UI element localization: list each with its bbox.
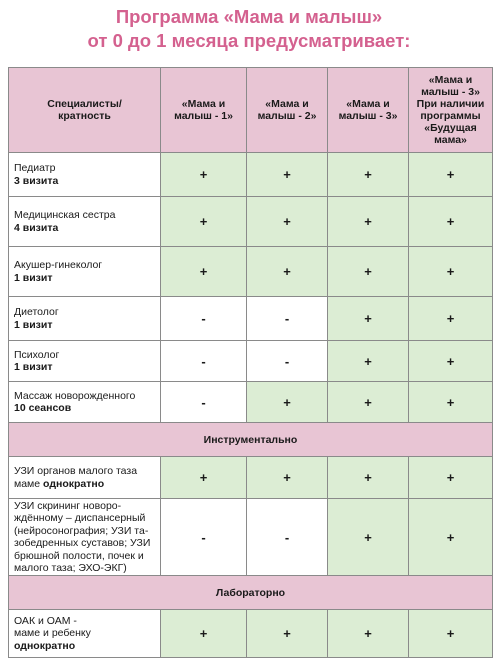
header-text: мама»	[434, 134, 467, 146]
availability-cell: +	[328, 153, 409, 197]
table-row	[9, 297, 493, 341]
header-text: «Будущая	[424, 122, 477, 134]
header-plan-2	[247, 68, 328, 153]
availability-cell: +	[161, 197, 247, 247]
table-row	[9, 197, 493, 247]
availability-cell: -	[247, 499, 328, 576]
specialist-cell	[9, 197, 161, 247]
header-plan-3	[328, 68, 409, 153]
header-text: малыш - 1»	[174, 110, 233, 122]
specialist-cell	[9, 153, 161, 197]
frequency-text: 4 визита	[14, 221, 59, 234]
table-row	[9, 341, 493, 382]
availability-cell: +	[328, 297, 409, 341]
table-row	[9, 499, 493, 576]
specialist-name-line: ОАК и ОАМ -	[14, 614, 77, 627]
specialist-name-line: Акушер-гинеколог	[14, 259, 103, 271]
header-plan-1	[161, 68, 247, 153]
availability-cell: +	[409, 610, 493, 658]
header-text: Специалисты/	[47, 98, 122, 110]
availability-cell: +	[409, 499, 493, 576]
specialist-cell	[9, 341, 161, 382]
availability-cell: +	[409, 247, 493, 297]
frequency-text: 1 визит	[14, 361, 53, 373]
specialist-name-line: Массаж новорожденного	[14, 389, 136, 402]
table-row	[9, 382, 493, 423]
header-text: малыш - 2»	[257, 110, 317, 122]
header-plan-3-extended	[409, 68, 493, 153]
specialist-name-text: маме	[14, 477, 44, 490]
specialist-cell	[9, 610, 161, 658]
frequency-text: 1 визит	[14, 271, 53, 284]
header-text: «Мама и	[428, 74, 473, 86]
availability-cell: +	[247, 197, 328, 247]
availability-cell: +	[328, 197, 409, 247]
availability-cell: +	[328, 610, 409, 658]
availability-cell: +	[409, 297, 493, 341]
specialist-name-line: Медицинская сестра	[14, 209, 116, 221]
specialist-name-line: маме и ребенку	[14, 627, 91, 640]
availability-cell: +	[161, 247, 247, 297]
availability-cell: +	[328, 341, 409, 382]
availability-cell: +	[328, 457, 409, 499]
availability-cell: -	[161, 499, 247, 576]
header-text: «Мама и	[346, 98, 390, 110]
section-row	[9, 576, 493, 610]
availability-cell: +	[247, 610, 328, 658]
table-row	[9, 457, 493, 499]
frequency-text: однократно	[14, 639, 76, 652]
specialist-name-line: Педиатр	[14, 162, 56, 174]
availability-cell: +	[247, 382, 328, 423]
availability-cell: +	[247, 247, 328, 297]
title-line-2: от 0 до 1 месяца предусматривает:	[87, 30, 411, 51]
availability-cell: +	[161, 457, 247, 499]
frequency-text: 10 сеансов	[14, 402, 72, 414]
table-row	[9, 247, 493, 297]
specialist-cell	[9, 297, 161, 341]
frequency-text: однократно	[43, 477, 105, 490]
availability-cell: -	[161, 341, 247, 382]
availability-cell: +	[247, 153, 328, 197]
specialist-cell	[9, 457, 161, 499]
availability-cell: +	[247, 457, 328, 499]
specialist-cell	[9, 247, 161, 297]
header-text: малыш - 3»	[338, 110, 398, 122]
title-line-1: Программа «Мама и малыш»	[115, 6, 383, 27]
table-header-row	[9, 68, 493, 153]
availability-cell: +	[409, 457, 493, 499]
table-row	[9, 610, 493, 658]
section-title: Инструментально	[9, 423, 493, 457]
specialist-name-line: (нейросонография; УЗИ та-	[14, 524, 149, 537]
availability-cell: -	[247, 297, 328, 341]
specialist-name-line: зобедренных суставов; УЗИ	[14, 537, 151, 549]
header-text: «Мама и	[265, 98, 309, 110]
availability-cell: -	[161, 297, 247, 341]
program-table	[8, 67, 493, 658]
header-text: «Мама и	[181, 98, 226, 110]
specialist-name-line: Диетолог	[14, 306, 59, 318]
frequency-text: 3 визита	[14, 174, 59, 187]
availability-cell: +	[409, 197, 493, 247]
specialist-name-line: Психолог	[14, 348, 60, 361]
header-text: малыш - 3»	[421, 86, 480, 98]
availability-cell: +	[409, 153, 493, 197]
availability-cell: +	[409, 341, 493, 382]
header-specialists	[9, 68, 161, 153]
availability-cell: -	[161, 382, 247, 423]
header-text: программы	[420, 110, 481, 122]
availability-cell: +	[409, 382, 493, 423]
specialist-name-line: ждённому – диспансерный	[14, 512, 146, 524]
availability-cell: +	[328, 499, 409, 576]
frequency-text: 1 визит	[14, 318, 53, 331]
specialist-name-line: брюшной полости, почек и	[14, 549, 144, 562]
specialist-name-line: УЗИ органов малого таза	[14, 465, 138, 477]
page-title	[0, 5, 498, 53]
header-text: При наличии	[416, 98, 485, 110]
availability-cell: +	[328, 382, 409, 423]
availability-cell: +	[161, 153, 247, 197]
specialist-name-line	[14, 478, 156, 491]
specialist-cell	[9, 382, 161, 423]
availability-cell: -	[247, 341, 328, 382]
availability-cell: +	[161, 610, 247, 658]
header-text: кратность	[58, 110, 111, 122]
section-title: Лабораторно	[9, 576, 493, 610]
availability-cell: +	[328, 247, 409, 297]
section-row	[9, 423, 493, 457]
specialist-name-line: малого таза; ЭХО-ЭКГ)	[14, 562, 127, 574]
specialist-cell	[9, 499, 161, 576]
specialist-name-line: УЗИ скрининг новоро-	[14, 499, 122, 512]
table-row	[9, 153, 493, 197]
